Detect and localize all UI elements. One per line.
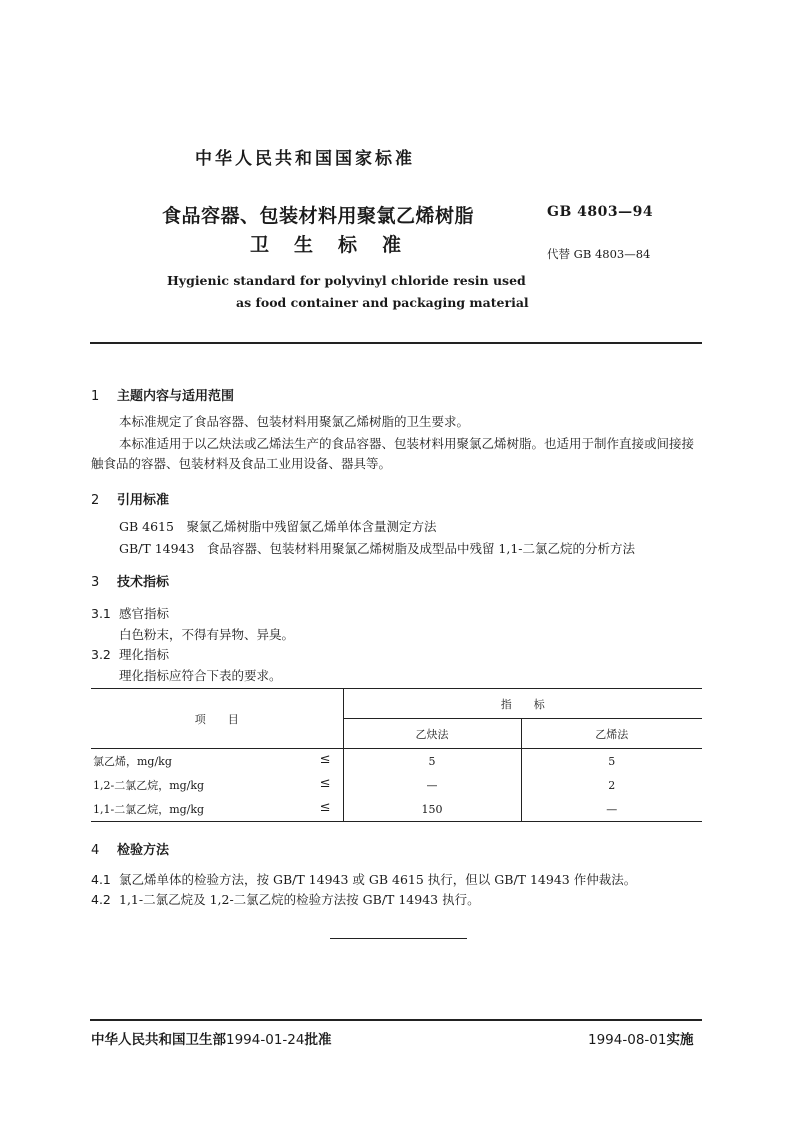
subsection-4-1 [91, 870, 636, 890]
table-row [91, 773, 702, 797]
table-header-item: 项 目 [91, 689, 343, 749]
effective-label: 实施 [666, 1032, 694, 1048]
section-4-heading [91, 839, 169, 858]
table-row [91, 749, 702, 774]
subsection-3-2-text: 理化指标应符合下表的要求。 [119, 668, 282, 683]
title-en-line2: as food container and packaging material [236, 295, 529, 310]
replaces-standard: 代替 GB 4803—84 [547, 247, 651, 261]
issuer-name: 中华人民共和国卫生部 [91, 1032, 226, 1048]
section-title: 主题内容与适用范围 [117, 389, 235, 404]
section-number: 4 [91, 843, 100, 858]
table-header-ethylene: 乙烯法 [521, 719, 702, 749]
table-header-acetylene: 乙炔法 [343, 719, 521, 749]
subsection-number: 4.2 [91, 892, 111, 907]
table-cell-ethylene: 5 [521, 749, 702, 774]
subsection-4-2 [91, 890, 480, 910]
table-cell-item [91, 797, 343, 822]
subsection-3-1-heading [91, 604, 169, 624]
item-name: 1,2-二氯乙烷，mg/kg [93, 779, 205, 792]
section-3-heading [91, 571, 169, 590]
table-cell-acetylene: 150 [343, 797, 521, 822]
operator: ≤ [319, 776, 331, 791]
section-number: 3 [91, 575, 100, 590]
section-1-paragraph-2: 本标准适用于以乙炔法或乙烯法生产的食品容器、包装材料用聚氯乙烯树脂。也适用于制作直接或间接接触食品的容器、包装材料及食品工业用设备、器具等。 [91, 436, 695, 471]
effective-line [588, 1028, 693, 1048]
approval-line [91, 1028, 331, 1048]
table-cell-ethylene: 2 [521, 773, 702, 797]
approval-label: 批准 [304, 1032, 332, 1048]
footer-divider [90, 1019, 702, 1021]
section-title: 引用标准 [117, 493, 170, 508]
approval-date: 1994-01-24 [226, 1032, 305, 1048]
section-title: 技术指标 [117, 575, 170, 590]
subsection-number: 3.1 [91, 606, 111, 621]
section-number: 1 [91, 389, 100, 404]
title-en-line1: Hygienic standard for polyvinyl chloride resin used [167, 273, 526, 288]
effective-date: 1994-08-01 [588, 1032, 667, 1048]
end-rule [330, 938, 467, 939]
subsection-number: 3.2 [91, 647, 111, 662]
reference-standard: GB 4615 聚氯乙烯树脂中残留氯乙烯单体含量测定方法 [119, 519, 437, 534]
table-cell-item [91, 749, 343, 774]
operator: ≤ [319, 752, 331, 767]
table-cell-ethylene: — [521, 797, 702, 822]
table-cell-acetylene: — [343, 773, 521, 797]
subsection-3-2-heading [91, 645, 169, 665]
requirements-table [91, 688, 702, 822]
table-row [91, 797, 702, 822]
title-cn-line2: 卫生标准 [250, 234, 427, 256]
item-name: 1,1-二氯乙烷，mg/kg [93, 803, 205, 816]
title-cn-line1: 食品容器、包装材料用聚氯乙烯树脂 [162, 205, 475, 227]
section-title: 检验方法 [117, 843, 170, 858]
item-name: 氯乙烯，mg/kg [93, 755, 172, 768]
subsection-title: 感官指标 [119, 606, 170, 621]
operator: ≤ [319, 800, 331, 815]
table-cell-item [91, 773, 343, 797]
section-number: 2 [91, 493, 100, 508]
subsection-text: 1,1-二氯乙烷及 1,2-二氯乙烷的检验方法按 GB/T 14943 执行。 [119, 892, 480, 907]
subsection-title: 理化指标 [119, 647, 170, 662]
header-divider [90, 342, 702, 344]
section-1-heading [91, 385, 234, 404]
subsection-3-1-text: 白色粉末，不得有异物、异臭。 [119, 627, 295, 642]
reference-standard: GB/T 14943 食品容器、包装材料用聚氯乙烯树脂及成型品中残留 1,1-二氯乙烷的分析方法 [119, 541, 636, 556]
table-header-index: 指 标 [343, 689, 702, 719]
subsection-text: 氯乙烯单体的检验方法，按 GB/T 14943 或 GB 4615 执行，但以 GB/T 14943 作仲裁法。 [119, 872, 637, 887]
section-2-heading [91, 489, 169, 508]
standard-code: GB 4803—94 [547, 204, 654, 220]
section-1-paragraph-1: 本标准规定了食品容器、包装材料用聚氯乙烯树脂的卫生要求。 [119, 414, 470, 429]
table-cell-acetylene: 5 [343, 749, 521, 774]
country-standard-heading: 中华人民共和国国家标准 [195, 149, 415, 169]
subsection-number: 4.1 [91, 872, 111, 887]
